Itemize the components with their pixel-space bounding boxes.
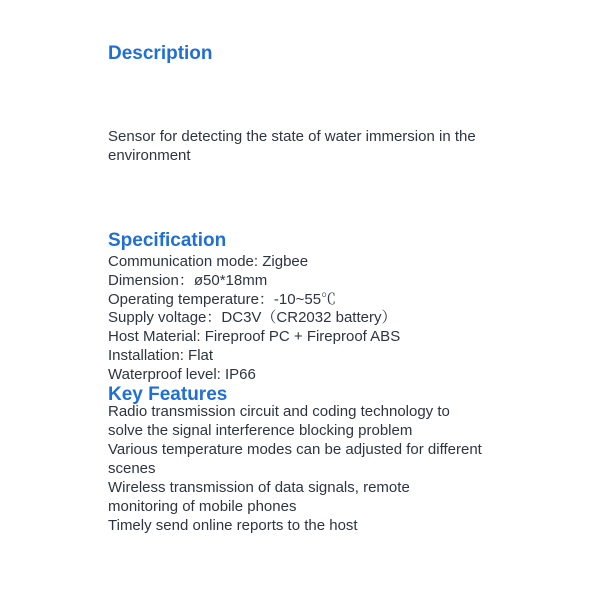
key-features-heading: Key Features: [108, 384, 228, 405]
spec-item-supply-voltage: Supply voltage：DC3V（CR2032 battery）: [108, 309, 397, 327]
feature-item-radio-transmission: Radio transmission circuit and coding technology to solve the signal interference blocking problem: [108, 403, 450, 439]
key-features-list: [108, 402, 483, 535]
feature-item-wireless-transmission: Wireless transmission of data signals, remote monitoring of mobile phones: [108, 479, 410, 515]
description-text: Sensor for detecting the state of water immersion in the environment: [108, 128, 476, 164]
specification-heading: Specification: [108, 230, 227, 251]
spec-item-host-material: Host Material: Fireproof PC + Fireproof ABS: [108, 328, 401, 346]
description-heading: Description: [108, 43, 213, 64]
feature-item-temperature-modes: Various temperature modes can be adjusted for different scenes: [108, 441, 482, 477]
spec-item-dimension: Dimension：ø50*18mm: [108, 271, 268, 289]
spec-item-installation: Installation: Flat: [108, 346, 214, 364]
specification-list: [108, 253, 483, 385]
spec-item-waterproof-level: Waterproof level: IP66: [108, 365, 256, 383]
spec-item-operating-temperature: Operating temperature：-10~55℃: [108, 290, 337, 308]
spec-item-communication-mode: Communication mode: Zigbee: [108, 253, 309, 270]
feature-item-online-reports: Timely send online reports to the host: [108, 517, 358, 534]
